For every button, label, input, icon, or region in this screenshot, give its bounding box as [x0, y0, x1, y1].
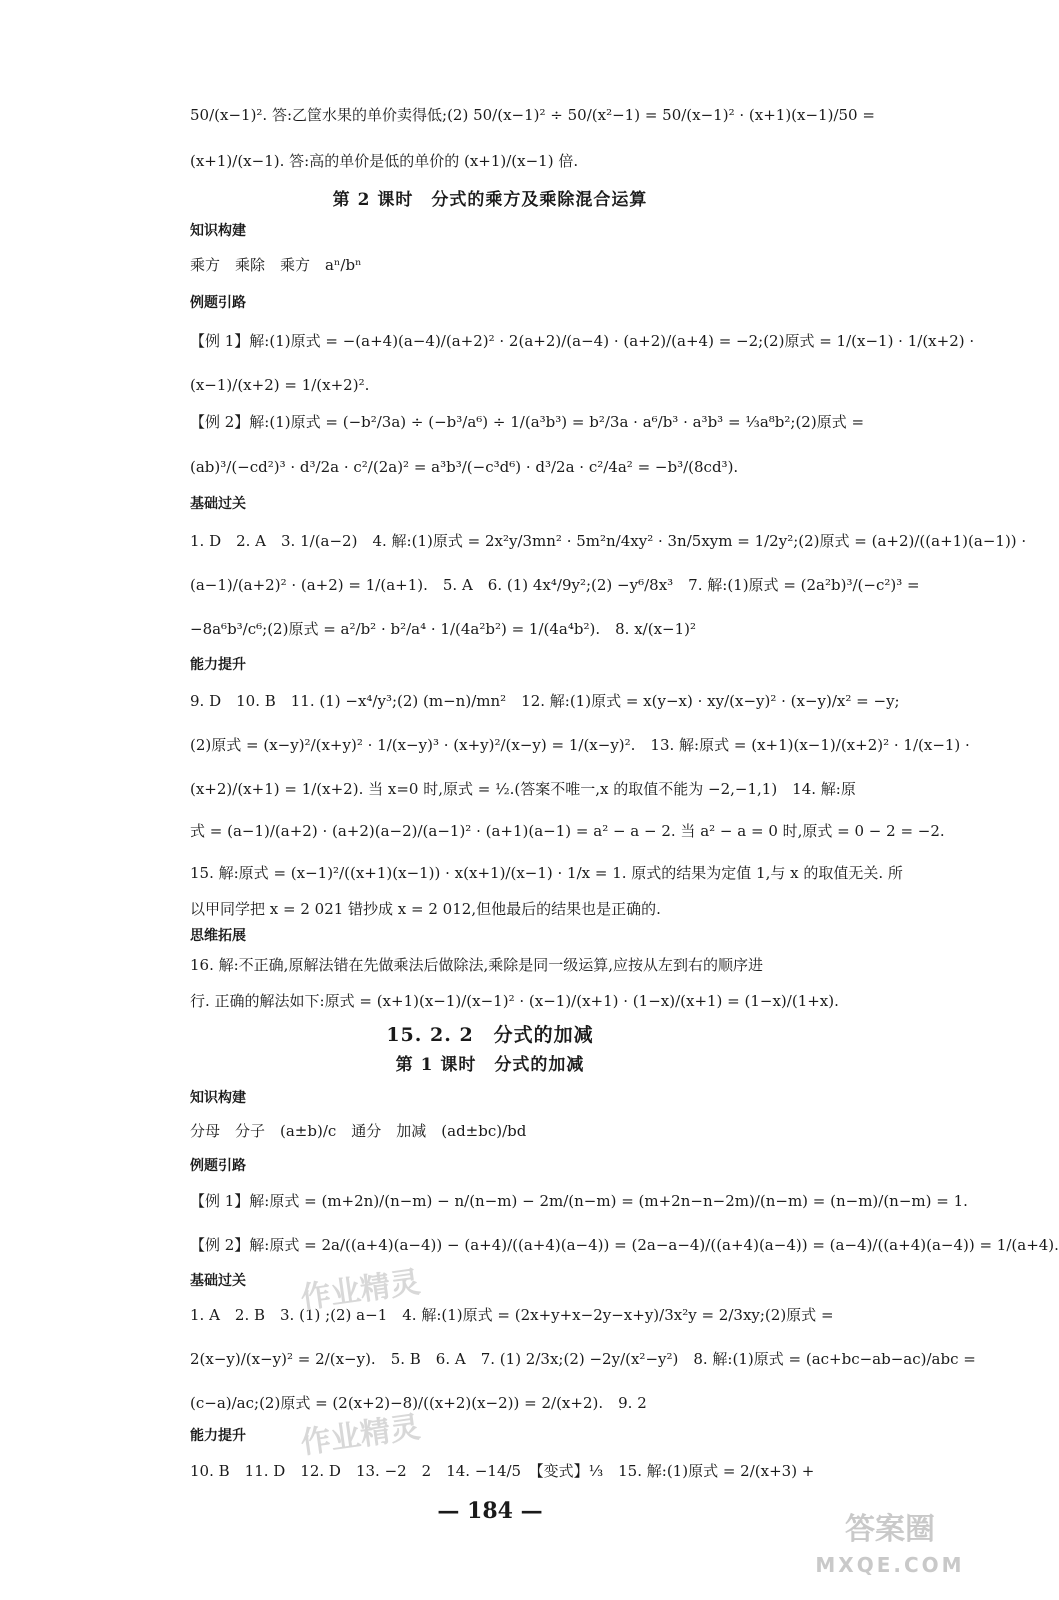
text-line: 行. 正确的解法如下:原式 = (x+1)(x−1)/(x−1)² · (x−1)/(x+1) · (1−x)/(x+1) = (1−x)/(1+x).: [190, 992, 839, 1010]
watermark-url: MXQE.COM: [815, 1553, 965, 1577]
stamp: 作业精灵: [298, 1264, 423, 1317]
text-line: 【例 1】解:原式 = (m+2n)/(n−m) − n/(n−m) − 2m/(n−m) = (m+2n−n−2m)/(n−m) = (n−m)/(n−m) = 1.: [190, 1192, 968, 1210]
site-watermark: [795, 1510, 985, 1590]
stamp: 作业精灵: [298, 1409, 423, 1462]
text-line: 9. D 10. B 11. (1) −x⁴/y³;(2) (m−n)/mn² 12. 解:(1)原式 = x(y−x) · xy/(x−y)² · (x−y)/x² = −y;: [190, 692, 900, 710]
text-line: 式 = (a−1)/(a+2) · (a+2)(a−2)/(a−1)² · (a+1)(a−1) = a² − a − 2. 当 a² − a = 0 时,原式 = 0 − 2 = −2.: [190, 822, 945, 840]
text-line: 乘方 乘除 乘方 aⁿ/bⁿ: [190, 256, 362, 274]
text-line: 1. A 2. B 3. (1) ;(2) a−1 4. 解:(1)原式 = (2x+y+x−2y−x+y)/3x²y = 2/3xy;(2)原式 =: [190, 1306, 834, 1324]
section-heading: 思维拓展: [190, 928, 246, 944]
lesson-title: 第 1 课时 分式的加减: [395, 1055, 585, 1075]
section-heading: 基础过关: [190, 496, 246, 512]
text-line: (c−a)/ac;(2)原式 = (2(x+2)−8)/((x+2)(x−2)) = 2/(x+2). 9. 2: [190, 1394, 647, 1412]
text-line: (a−1)/(a+2)² · (a+2) = 1/(a+1). 5. A 6. (1) 4x⁴/9y²;(2) −y⁶/8x³ 7. 解:(1)原式 = (2a²b)³/(−c²)³ =: [190, 576, 920, 594]
section-heading: 能力提升: [190, 1428, 246, 1444]
text-line: 【例 2】解:原式 = 2a/((a+4)(a−4)) − (a+4)/((a+4)(a−4)) = (2a−a−4)/((a+4)(a−4)) = (a−4)/((a+4)(a−4)) = 1/(a+4).: [190, 1236, 1059, 1254]
text-line: 15. 解:原式 = (x−1)²/((x+1)(x−1)) · x(x+1)/(x−1) · 1/x = 1. 原式的结果为定值 1,与 x 的取值无关. 所: [190, 864, 903, 882]
text-line: 1. D 2. A 3. 1/(a−2) 4. 解:(1)原式 = 2x²y/3mn² · 5m²n/4xy² · 3n/5xym = 1/2y²;(2)原式 = (a+2)/((a+1)(a−1)) ·: [190, 532, 1027, 550]
text-line: (2)原式 = (x−y)²/(x+y)² · 1/(x−y)³ · (x+y)²/(x−y) = 1/(x−y)². 13. 解:原式 = (x+1)(x−1)/(x+2)² · 1/(x−1) ·: [190, 736, 970, 754]
text-line: (ab)³/(−cd²)³ · d³/2a · c²/(2a)² = a³b³/(−c³d⁶) · d³/2a · c²/4a² = −b³/(8cd³).: [190, 458, 739, 476]
text-line: 2(x−y)/(x−y)² = 2/(x−y). 5. B 6. A 7. (1) 2/3x;(2) −2y/(x²−y²) 8. 解:(1)原式 = (ac+bc−ab−ac)/abc =: [190, 1350, 976, 1368]
text-line: (x+2)/(x+1) = 1/(x+2). 当 x=0 时,原式 = ½.(答案不唯一,x 的取值不能为 −2,−1,1) 14. 解:原: [190, 780, 856, 798]
section-heading: 例题引路: [190, 295, 246, 311]
section-heading: 能力提升: [190, 657, 246, 673]
text-line: 10. B 11. D 12. D 13. −2 2 14. −14/5 【变式】⅓ 15. 解:(1)原式 = 2/(x+3) +: [190, 1462, 815, 1480]
text-line: 分母 分子 (a±b)/c 通分 加减 (ad±bc)/bd: [190, 1122, 527, 1140]
page-number: — 184 —: [437, 1498, 543, 1524]
text-line: 【例 2】解:(1)原式 = (−b²/3a) ÷ (−b³/a⁶) ÷ 1/(a³b³) = b²/3a · a⁶/b³ · a³b³ = ⅓a⁸b²;(2)原式 =: [190, 413, 865, 431]
section-heading: 知识构建: [190, 223, 246, 239]
text-line: (x+1)/(x−1). 答:高的单价是低的单价的 (x+1)/(x−1) 倍.: [190, 152, 579, 170]
text-line: (x−1)/(x+2) = 1/(x+2)².: [190, 376, 370, 394]
section-heading: 知识构建: [190, 1090, 246, 1106]
watermark-logo-text: 答案圈: [845, 1512, 935, 1547]
text-line: 以甲同学把 x = 2 021 错抄成 x = 2 012,但他最后的结果也是正确的.: [190, 900, 661, 918]
section-heading: 基础过关: [190, 1273, 246, 1289]
text-line: 【例 1】解:(1)原式 = −(a+4)(a−4)/(a+2)² · 2(a+2)/(a−4) · (a+2)/(a+4) = −2;(2)原式 = 1/(x−1) · 1/(x+2) ·: [190, 332, 975, 350]
section-title: 15. 2. 2 分式的加减: [386, 1024, 594, 1046]
text-line: 16. 解:不正确,原解法错在先做乘法后做除法,乘除是同一级运算,应按从左到右的顺序进: [190, 956, 763, 974]
text-line: 50/(x−1)². 答:乙筐水果的单价卖得低;(2) 50/(x−1)² ÷ 50/(x²−1) = 50/(x−1)² · (x+1)(x−1)/50 =: [190, 106, 875, 124]
text-line: −8a⁶b³/c⁶;(2)原式 = a²/b² · b²/a⁴ · 1/(4a²b²) = 1/(4a⁴b²). 8. x/(x−1)²: [190, 620, 697, 638]
lesson-title: 第 2 课时 分式的乘方及乘除混合运算: [332, 190, 648, 210]
section-heading: 例题引路: [190, 1158, 246, 1174]
